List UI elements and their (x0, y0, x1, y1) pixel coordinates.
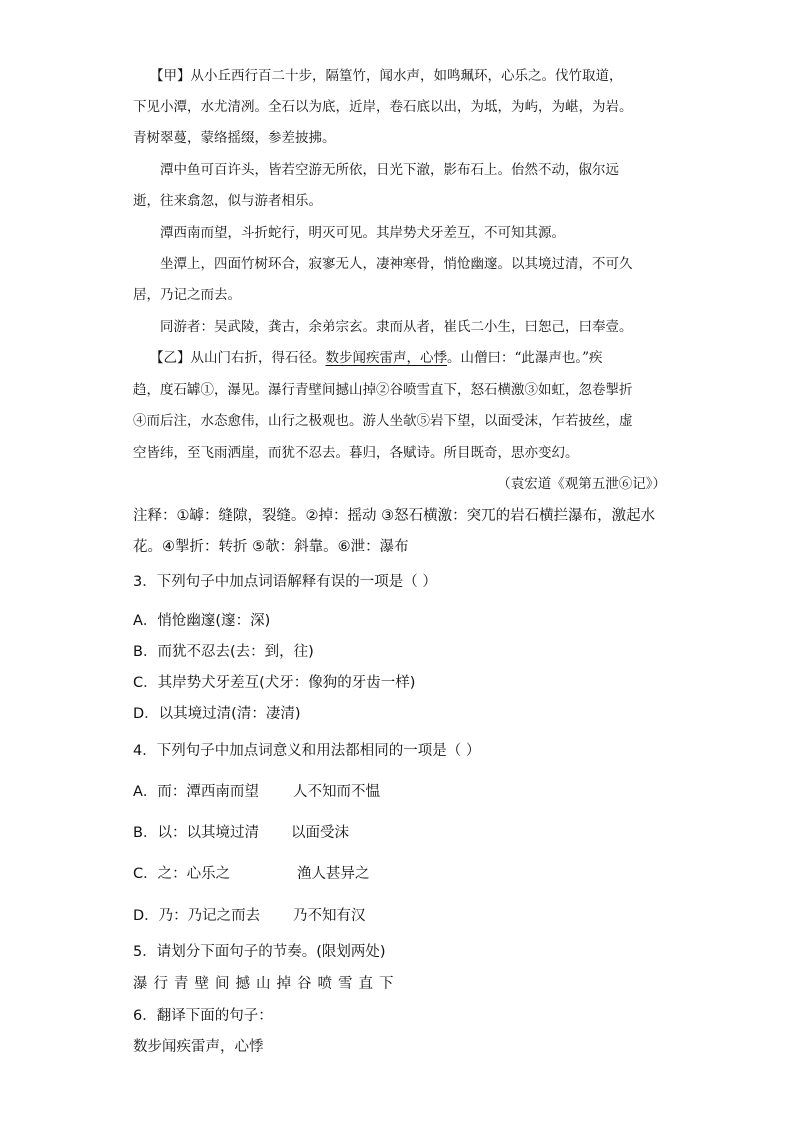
question-4-option-b-pair: 以面受沫 (291, 825, 349, 841)
passage-yi-line-1 (150, 346, 603, 366)
passage-yi-line-4: 空皆纬，至飞雨洒崖，而犹不忍去。暮归，各赋诗。所目既奇，思亦变幻。 (133, 445, 579, 461)
passage-jia-line-8: 居，乃记之而去。 (133, 287, 241, 303)
passage-yi-underlined-sentence: 数步闻疾雷声，心悸 (325, 350, 447, 366)
passage-yi-source: （袁宏道《观第五泄⑥记》） (497, 476, 666, 492)
passage-jia-line-9: 同游者：吴武陵，龚古，余弟宗玄。隶而从者，崔氏二小生，曰恕己，曰奉壹。 (160, 319, 633, 335)
question-4-option-b: B．以：以其境过清 (133, 825, 259, 841)
passage-jia-line-1: 【甲】从小丘西行百二十步，隔篁竹，闻水声，如鸣珮环，心乐之。伐竹取道， (150, 68, 623, 84)
question-4-option-d: D．乃：乃记之而去 (133, 908, 261, 924)
passage-yi-line-2: 趋，度石罅①，瀑见。瀑行青壁间撼山掉②谷喷雪直下，怒石横激③如虹，忽卷掣折 (133, 382, 633, 398)
question-4-option-a: A．而：潭西南而望 (133, 784, 259, 800)
passage-jia-line-2: 下见小潭，水尤清冽。全石以为底，近岸，卷石底以出，为坻，为屿，为嵁，为岩。 (133, 99, 633, 115)
question-3-option-c: C．其岸势犬牙差互(犬牙：像狗的牙齿一样) (133, 675, 416, 691)
question-4-stem: 4．下列句子中加点词意义和用法都相同的一项是（ ） (133, 743, 481, 759)
question-3-stem: 3．下列句子中加点词语解释有误的一项是（ ） (133, 574, 437, 590)
question-3-option-d: D．以其境过清(清：凄清) (133, 706, 301, 722)
question-6-sentence: 数步闻疾雷声，心悸 (133, 1039, 264, 1055)
question-4-option-c: C．之：心乐之 (133, 866, 231, 882)
passage-yi-line-3: ④而后注，水态愈伟，山行之极观也。游人坐欹⑤岩下望，以面受沫，乍若披丝，虚 (133, 413, 633, 429)
question-3-option-a: A．悄怆幽邃(邃：深) (133, 613, 271, 629)
passage-jia-line-4: 潭中鱼可百许头，皆若空游无所依，日光下澈，影布石上。佁然不动，俶尔远 (160, 162, 619, 178)
question-5-sentence: 瀑行青壁间撼山掉谷喷雪直下 (133, 976, 400, 992)
passage-jia-line-7: 坐潭上，四面竹树环合，寂寥无人，凄神寒骨，悄怆幽邃。以其境过清，不可久 (160, 256, 633, 272)
question-4-option-c-pair: 渔人甚异之 (297, 866, 370, 882)
passage-yi-line-1-before: 【乙】从山门右折，得石径。 (150, 350, 326, 366)
notes-line-1: 注释：①罅：缝隙，裂缝。②掉：摇动 ③怒石横激：突兀的岩石横拦瀑布，激起水 (133, 508, 656, 524)
question-5-stem: 5．请划分下面句子的节奏。(限划两处) (133, 944, 386, 960)
question-4-option-a-pair: 人不知而不愠 (293, 784, 380, 800)
question-4-option-d-pair: 乃不知有汉 (293, 908, 366, 924)
passage-jia-line-5: 逝，往来翕忽，似与游者相乐。 (133, 193, 322, 209)
passage-yi-line-1-after: 。山僧曰：“此瀑声也。”疾 (447, 350, 603, 366)
question-3-option-b: B．而犹不忍去(去：到，往) (133, 644, 314, 660)
passage-jia-line-6: 潭西南而望，斗折蛇行，明灭可见。其岸势犬牙差互，不可知其源。 (160, 225, 565, 241)
notes-line-2: 花。④掣折：转折 ⑤欹：斜靠。⑥泄：瀑布 (133, 539, 409, 555)
passage-jia-line-3: 青树翠蔓，蒙络摇缀，参差披拂。 (133, 130, 336, 146)
question-6-stem: 6．翻译下面的句子： (133, 1008, 273, 1024)
